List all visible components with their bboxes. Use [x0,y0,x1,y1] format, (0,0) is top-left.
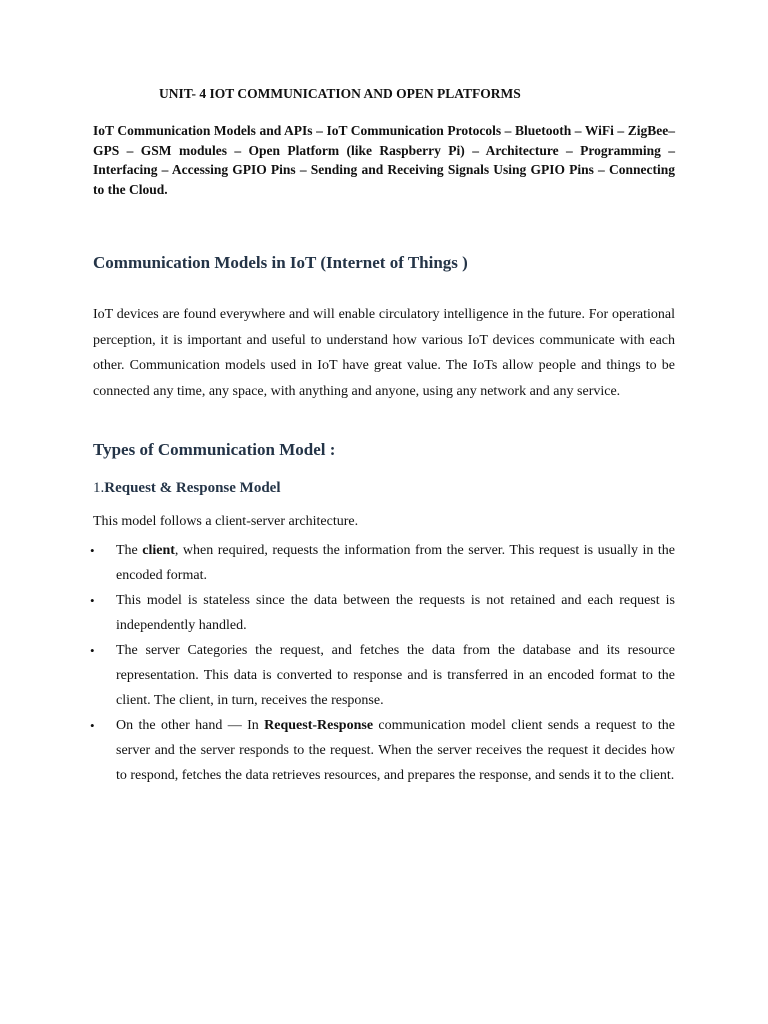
section-heading: Communication Models in IoT (Internet of Things ) [93,253,468,272]
syllabus-topics: IoT Communication Models and APIs – IoT Communication Protocols – Bluetooth – WiFi – ZigBee– GPS – GSM modules – Open Platform (like Raspberry Pi) – Architecture – Programming – Interfacing – Accessing GPIO Pins – Sending and Receiving Signals Using GPIO Pins – Connecting to the Cloud. [93,123,675,197]
types-heading: Types of Communication Model : [93,440,336,459]
model-number: 1. [93,480,105,496]
list-item: • The client, when required, requests the information from the server. This request is usually in the encoded format. [93,538,675,588]
list-item: • On the other hand — In Request-Response communication model client sends a request to the server and the server responds to the request. When the server receives the request it decides how to respond, fetches the data retrieves resources, and prepares the response, and sends it to the client. [93,713,675,788]
request-response-term: Request-Response [264,718,374,733]
list-item: • The server Categories the request, and fetches the data from the database and its resource representation. This data is converted to response and is transferred in an encoded format to the client. The client, in turn, receives the response. [93,638,675,713]
model-lead-text: This model follows a client-server architecture. [93,514,359,529]
bullet-icon: • [90,643,95,658]
model-bullet-list [90,538,676,788]
list-item: • This model is stateless since the data between the requests is not retained and each request is independently handled. [93,588,675,638]
model-heading [93,480,281,497]
bullet-icon: • [90,593,95,608]
model-title: Request & Response Model [104,480,281,496]
bullet-icon: • [90,718,95,733]
client-term: client [142,543,175,558]
bullet-icon: • [90,543,95,558]
unit-title: UNIT- 4 IOT COMMUNICATION AND OPEN PLATFORMS [159,86,521,101]
intro-paragraph: IoT devices are found everywhere and will enable circulatory intelligence in the future. For operational perception, it is important and useful to understand how various IoT devices communicate with each other. Communication models used in IoT have great value. The IoTs allow people and things to be connected any time, any space, with anything and anyone, using any network and any service. [93,307,675,399]
